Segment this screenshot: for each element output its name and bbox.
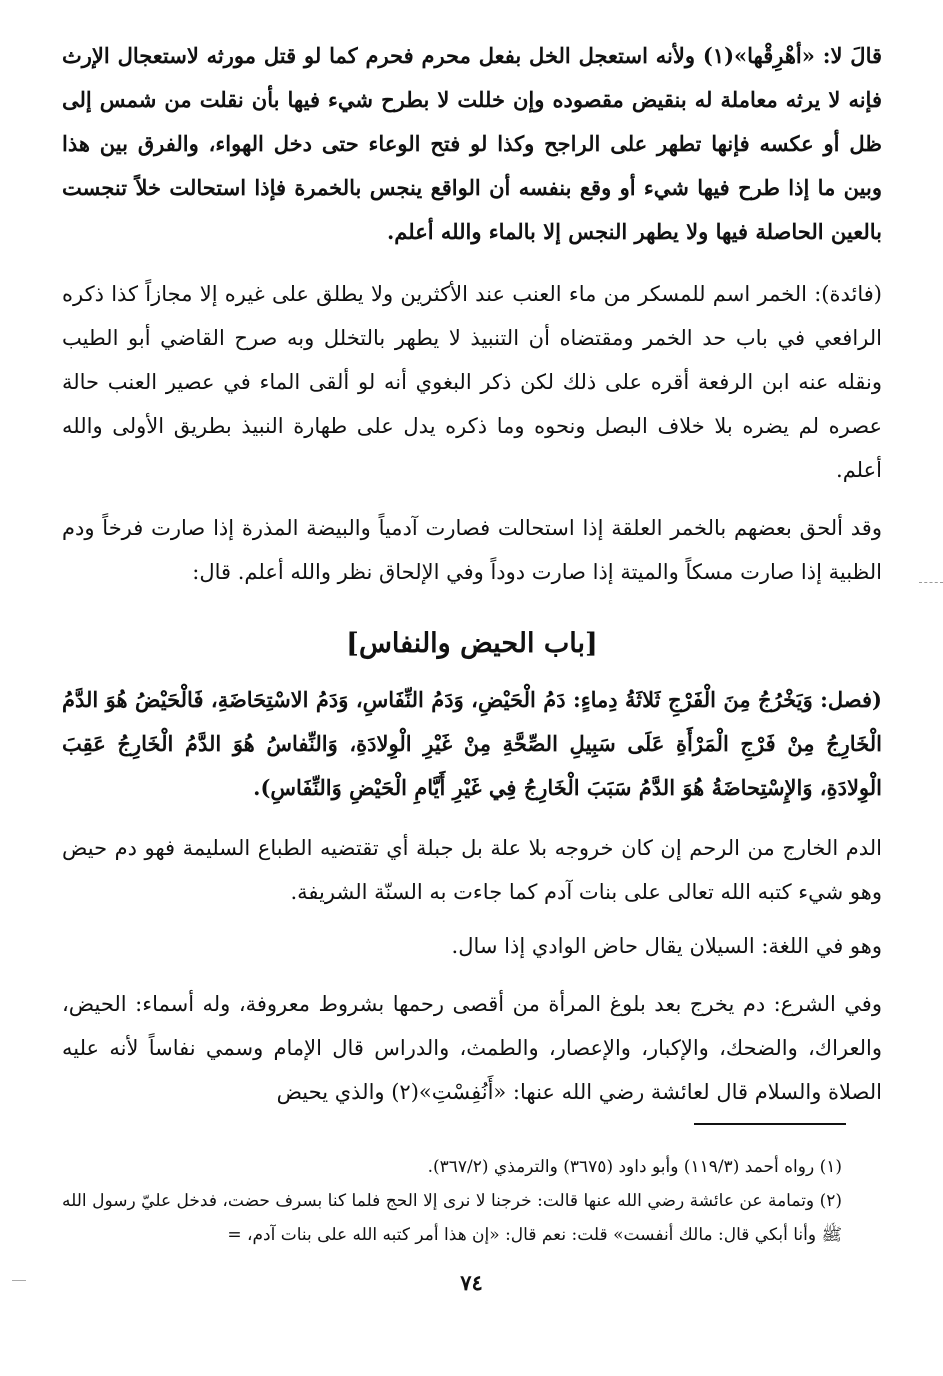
scan-mark <box>919 582 943 583</box>
ilhaq-paragraph: وقد ألحق بعضهم بالخمر العلقة إذا استحالت فصارت آدمياً والبيضة المذرة إذا صارت فرخاً ودم الظبية إذا صارت مسكاً والميتة إذا صارت دوداً وفي الإلحاق نظر والله أعلم. قال: <box>62 516 882 584</box>
scan-mark <box>12 1280 26 1281</box>
footnote-2: (٢) وتمامة عن عائشة رضي الله عنها قالت: خرجنا لا نرى إلا الحج فلما كنا بسرف حضت، فدخل عليّ رسول الله ﷺ وأنا أبكي قال: مالك أنفست» قلت: نعم قال: «إن هذا أمر كتبه الله على بنات آدم، = <box>62 1191 842 1245</box>
sharh-paragraph-2: وهو في اللغة: السيلان يقال حاض الوادي إذا سال. <box>451 934 882 958</box>
footnote-separator <box>694 1123 846 1125</box>
sharh-paragraph-3: وفي الشرع: دم يخرج بعد بلوغ المرأة من أقصى رحمها بشروط معروفة، وله أسماء: الحيض، والعراك، والضحك، والإكبار، والإعصار، والطمث، والدراس قال الإمام وسمي نفاساً لأنه عليه الصلاة والسلام قال لعائشة رضي الله عنها: «أَنُفِسْتِ»(٢) والذي يحيض <box>62 992 882 1104</box>
footnotes <box>62 1150 842 1252</box>
chapter-title: [باب الحيض والنفاس] <box>346 628 598 659</box>
page-number: ٧٤ <box>460 1270 483 1295</box>
matn-paragraph: (فصل: وَيَخْرُجُ مِنَ الْفَرْجِ ثَلاثَةُ دِماءٍ: دَمُ الْحَيْضِ، وَدَمُ النِّفَاسِ، وَدَمُ الاسْتِحَاضَةِ، فَالْحَيْضُ هُوَ الدَّمُ الْخَارِجُ مِنْ فَرْجِ الْمَرْأَةِ عَلَى سَبِيلِ الصِّحَّةِ مِنْ غَيْرِ الْوِلادَةِ، وَالنِّفاسُ هُوَ الدَّمُ الْخَارِجُ عَقِبَ الْوِلادَةِ، وَالإِسْتِحاضَةُ هُوَ الدَّمُ سَبَبَ الْخَارِجُ فِي غَيْرِ أَيَّامِ الْحَيْضِ وَالنِّفَاسِ). <box>62 687 882 800</box>
intro-paragraph: قالَ لا: «أهْرِقْها»(١) ولأنه استعجل الخل بفعل محرم فحرم كما لو قتل مورثه لاستعجال الإرث فإنه لا يرثه معاملة له بنقيض مقصوده وإن خللت لا بطرح شيء فيها بأن نقلت من شمس إلى ظل أو عكسه فإنها تطهر على الراجح وكذا لو فتح الوعاء حتى دخل الهواء، والفرق بين هذا وبين ما إذا طرح فيها شيء أو وقع بنفسه أن الواقع ينجس بالخمرة فإذا استحالت خلاً تنجست بالعين الحاصلة فيها ولا يطهر النجس إلا بالماء والله أعلم. <box>62 43 883 244</box>
sharh-paragraph-1: الدم الخارج من الرحم إن كان خروجه بلا علة بل جبلة أي تقتضيه الطباع السليمة فهو دم حيض وهو شيء كتبه الله تعالى على بنات آدم كما جاءت به السنّة الشريفة. <box>62 836 882 904</box>
footnote-1: (١) رواه أحمد (١١٩/٣) وأبو داود (٣٦٧٥) والترمذي (٣٦٧/٢). <box>427 1157 842 1177</box>
main-text <box>62 34 882 1114</box>
faida-paragraph: (فائدة): الخمر اسم للمسكر من ماء العنب عند الأكثرين ولا يطلق على غيره إلا مجازاً كذا ذكره الرافعي في باب حد الخمر ومقتضاه أن التنبيذ لا يطهر بالتخلل وبه صرح القاضي أبو الطيب ونقله عنه ابن الرفعة أقره على ذلك لكن ذكر البغوي أنه لو ألقى الماء في عصير العنب حالة عصره لم يضره بلا خلاف البصل ونحوه وما ذكره يدل على طهارة النبيذ بطريق الأولى والله أعلم. <box>62 282 882 482</box>
